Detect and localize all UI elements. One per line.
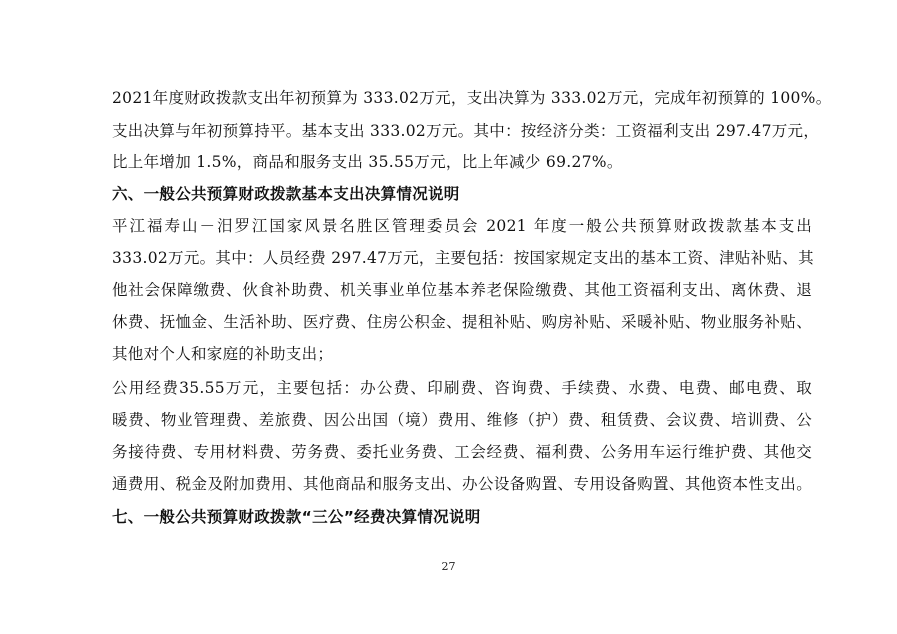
text-line: 通费用、税金及附加费用、其他商品和服务支出、办公设备购置、专用设备购置、其他资本性支出。 <box>112 475 812 493</box>
text-line: 他社会保障缴费、伙食补助费、机关事业单位基本养老保险缴费、其他工资福利支出、离休费、退 <box>112 281 812 299</box>
text-line: 2021年度财政拨款支出年初预算为 333.02万元，支出决算为 333.02万元，完成年初预算的 100%。 <box>112 89 832 107</box>
section-heading: 七、一般公共预算财政拨款“三公”经费决算情况说明 <box>112 508 481 526</box>
text-line: 支出决算与年初预算持平。基本支出 333.02万元。其中：按经济分类：工资福利支出 297.47万元， <box>112 122 820 140</box>
text-line: 休费、抚恤金、生活补助、医疗费、住房公积金、提租补贴、购房补贴、采暖补贴、物业服务补贴、 <box>112 313 812 331</box>
section-heading: 六、一般公共预算财政拨款基本支出决算情况说明 <box>112 185 460 203</box>
text-line: 暖费、物业管理费、差旅费、因公出国（境）费用、维修（护）费、租赁费、会议费、培训费、公 <box>112 411 812 429</box>
text-line: 务接待费、专用材料费、劳务费、委托业务费、工会经费、福利费、公务用车运行维护费、其他交 <box>112 443 812 461</box>
text-line: 其他对个人和家庭的补助支出； <box>112 345 334 363</box>
text-line: 333.02万元。其中：人员经费 297.47万元，主要包括：按国家规定支出的基本工资、津贴补贴、其 <box>112 249 814 267</box>
text-line: 平江福寿山－汨罗江国家风景名胜区管理委员会 2021 年度一般公共预算财政拨款基本支出 <box>112 217 812 235</box>
page-number: 27 <box>441 560 456 573</box>
text-line: 公用经费35.55万元，主要包括：办公费、印刷费、咨询费、手续费、水费、电费、邮电费、取 <box>112 379 812 397</box>
text-line: 比上年增加 1.5%，商品和服务支出 35.55万元，比上年减少 69.27%。 <box>112 153 623 171</box>
